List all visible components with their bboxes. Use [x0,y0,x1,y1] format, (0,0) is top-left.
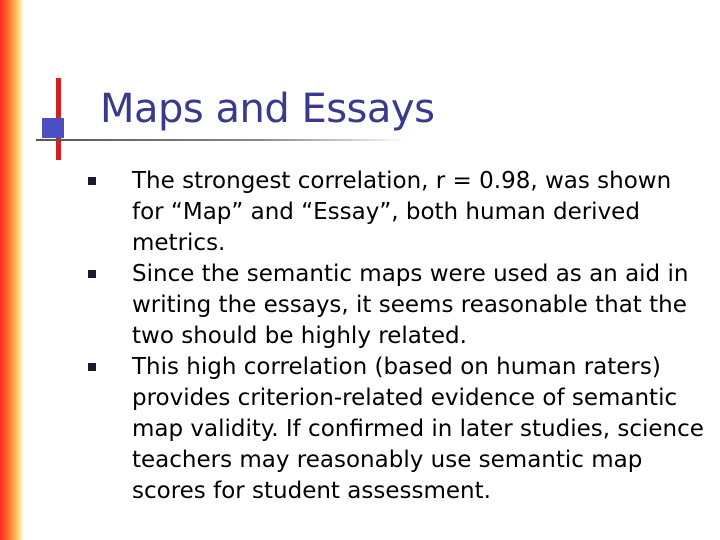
bullet-text: Since the semantic maps were used as an aid in writing the essays, it seems reasonable that the two should be highly related. [132,261,689,349]
slide-title: Maps and Essays [100,86,435,132]
bullet-item [88,166,710,259]
title-underline [36,139,406,141]
left-gradient-stripe [0,0,24,540]
bullet-item [88,259,710,352]
square-bullet-icon [88,177,96,185]
bullet-text: The strongest correlation, r = 0.98, was shown for “Map” and “Essay”, both human derived metrics. [132,168,672,256]
bullet-item [88,352,710,507]
square-bullet-icon [88,363,96,371]
square-bullet-icon [88,270,96,278]
bullet-list [88,166,710,507]
bullet-text: This high correlation (based on human raters) provides criterion-related evidence of semantic map validity. If confirmed in later studies, science teachers may reasonably use semantic map scores for student assessment. [132,354,704,504]
title-accent-square [42,118,64,138]
